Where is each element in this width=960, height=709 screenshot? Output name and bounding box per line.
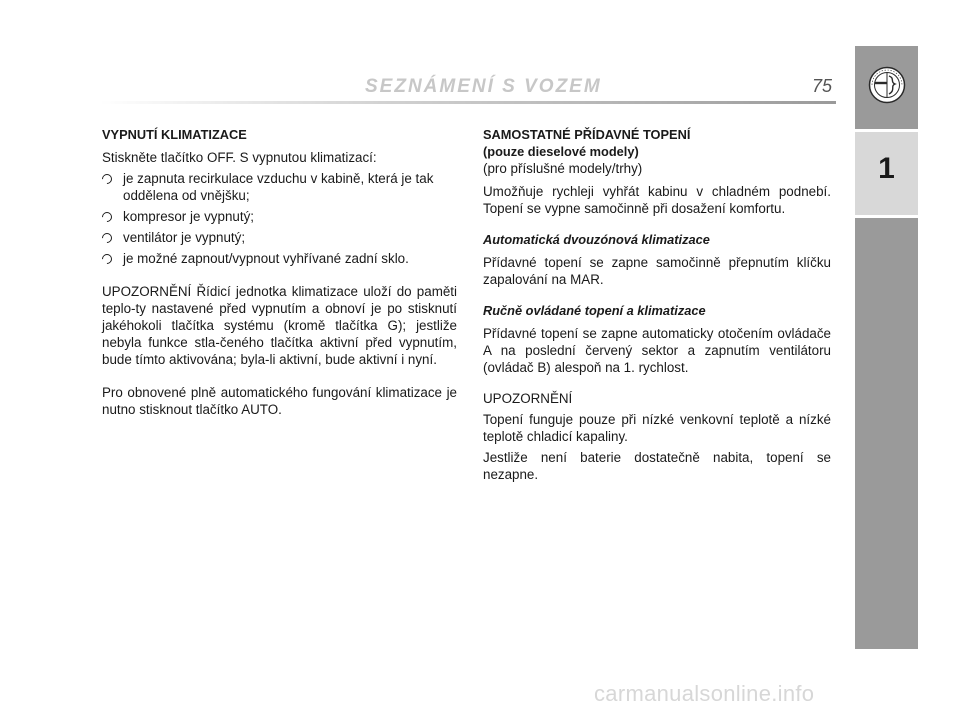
tab-chapter-box [855, 132, 918, 215]
aux-heater-warning-text: Topení funguje pouze při nízké venkovní teplotě a nízké teplotě chladicí kapaliny. [483, 412, 831, 444]
bullet-circle-icon [100, 210, 114, 224]
section-heading-aux-heater: SAMOSTATNÉ PŘÍDAVNÉ TOPENÍ [483, 127, 691, 142]
right-column [483, 126, 831, 483]
chapter-side-tab [855, 46, 918, 649]
bullet-circle-icon [100, 172, 114, 186]
manual-heating-text: Přídavné topení se zapne automaticky otočením ovládače A na poslední červený sektor a zapnutím ventilátoru (ovládač B) alespoň na 1. rychlost. [483, 326, 831, 375]
ac-off-intro: Stiskněte tlačítko OFF. S vypnutou klimatizací: [102, 150, 377, 165]
ac-off-note: Pro obnovené plně automatického fungování klimatizace je nutno stisknout tlačítko AUTO. [102, 385, 457, 417]
bullet-circle-icon [100, 231, 114, 245]
list-item: je zapnuta recirkulace vzduchu v kabině, která je tak oddělena od vnějšku; [102, 170, 457, 204]
list-item: ventilátor je vypnutý; [102, 229, 457, 246]
aux-heater-intro: Umožňuje rychleji vyhřát kabinu v chladném podnebí. Topení se vypne samočinně při dosažení komfortu. [483, 184, 831, 216]
chapter-number: 1 [878, 152, 895, 185]
list-item: je možné zapnout/vypnout vyhřívané zadní sklo. [102, 250, 457, 267]
tab-logo-box [855, 46, 918, 129]
section-heading-aux-heater-diesel: (pouze dieselové modely) [483, 144, 639, 159]
subheading-auto-dual-zone: Automatická dvouzónová klimatizace [483, 232, 710, 247]
auto-dual-zone-text: Přídavné topení se zapne samočinně přepnutím klíčku zapalování na MAR. [483, 255, 831, 287]
left-column [102, 126, 457, 418]
section-heading-ac-off: VYPNUTÍ KLIMATIZACE [102, 127, 247, 142]
ac-off-bullet-list [102, 170, 457, 267]
aux-heater-warning-title: UPOZORNĚNÍ [483, 391, 573, 406]
tab-rest [855, 218, 918, 649]
header-divider [100, 101, 836, 104]
page-header-title: SEZNÁMENÍ S VOZEM [365, 76, 602, 97]
ac-off-warning: UPOZORNĚNÍ Řídicí jednotka klimatizace uloží do paměti teplo-ty nastavené před vypnutím a obnoví je po stisknutí jakéhokoli tlačítka systému (kromě tlačítka G); jestliže nebyla funkce stla-čeného tlačítka aktivní před vypnutím, bude tímto aktivována; byla-li aktivní, bude aktivní i nyní. [102, 284, 457, 367]
footer-watermark: carmanualsonline.info [594, 681, 815, 706]
subheading-manual-heating: Ručně ovládané topení a klimatizace [483, 303, 706, 318]
aux-heater-battery-text: Jestliže není baterie dostatečně nabita, topení se nezapne. [483, 450, 831, 482]
aux-heater-model-note: (pro příslušné modely/trhy) [483, 161, 643, 176]
page-number: 75 [812, 76, 833, 96]
alfa-romeo-badge-icon [868, 66, 906, 109]
list-item: kompresor je vypnutý; [102, 208, 457, 225]
bullet-circle-icon [100, 252, 114, 266]
